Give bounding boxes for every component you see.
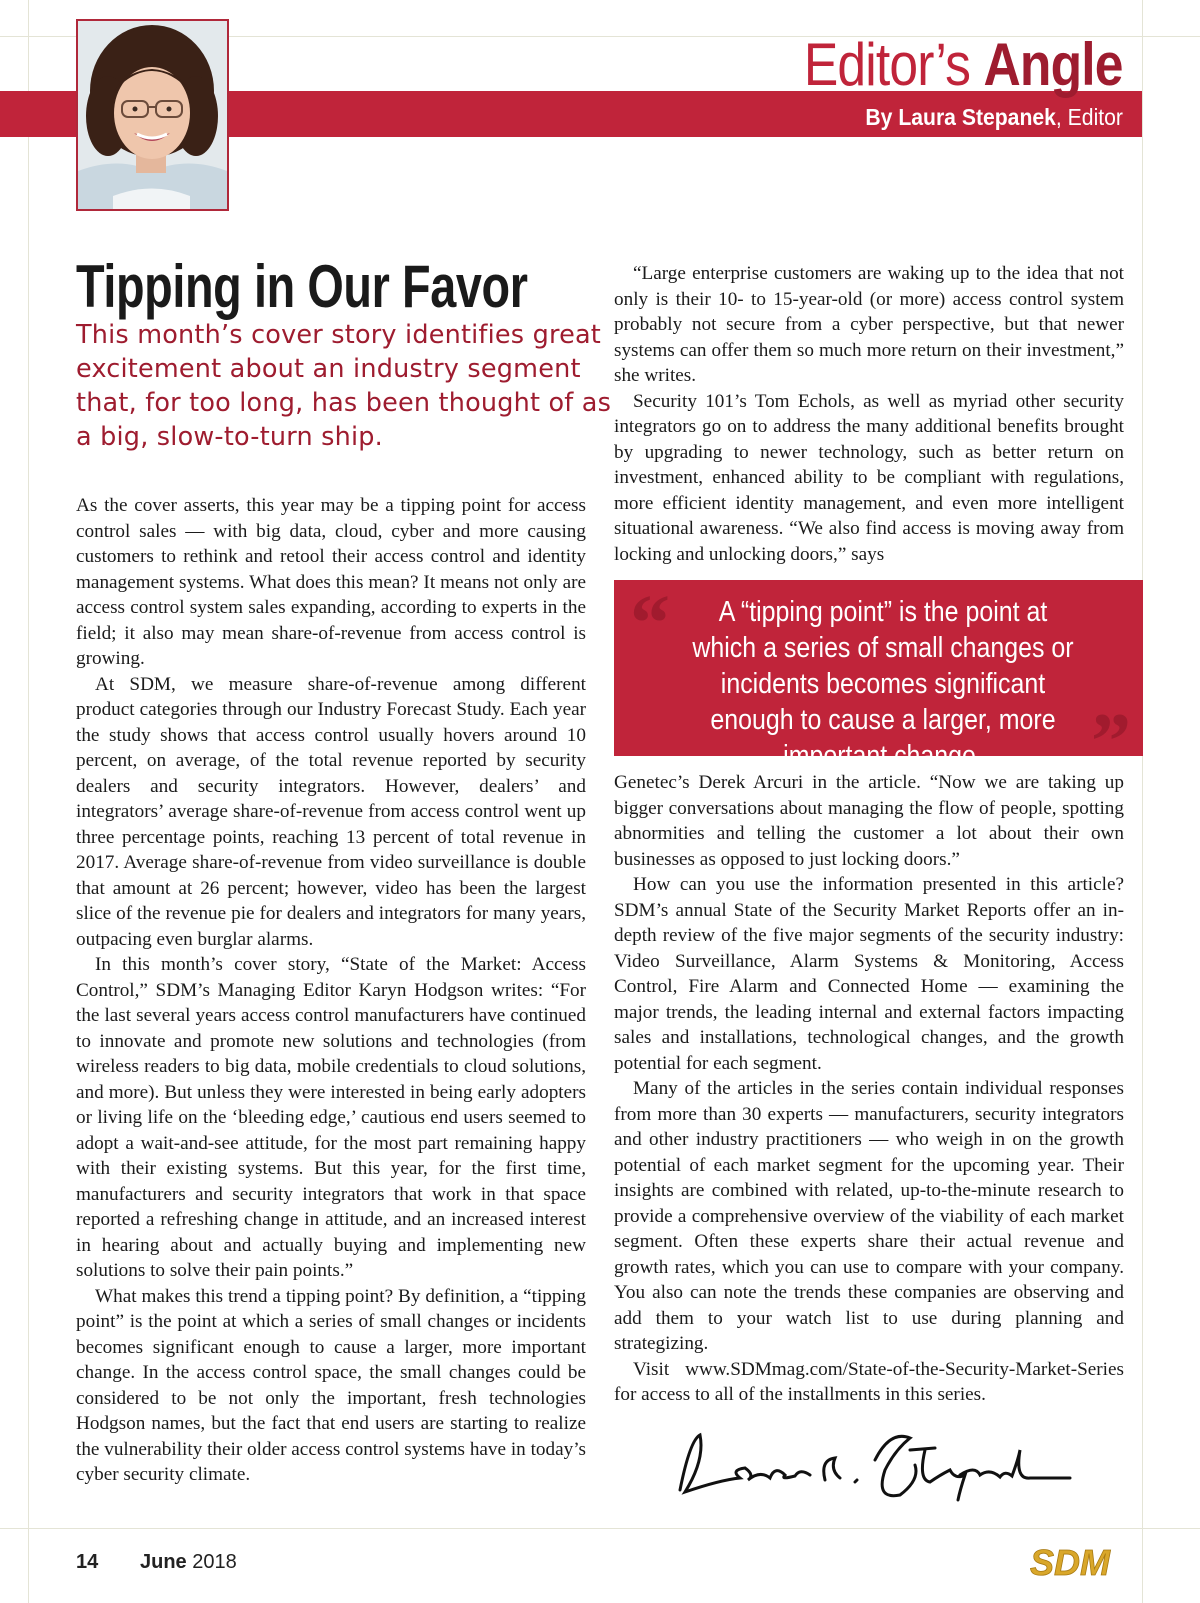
author-photo [76,19,229,211]
trim-line-left [28,0,29,1603]
trim-line-right [1142,0,1143,1603]
svg-text:SDM: SDM [1030,1542,1110,1583]
sdm-logo [1020,1541,1120,1583]
issue-year: 2018 [186,1551,237,1573]
right-column-bottom [614,770,1124,1408]
right-paragraph-5: Visit www.SDMmag.com/State-of-the-Security-Market-Series for access to all of the installments in this series. [614,1358,1124,1405]
section-title [804,30,1123,100]
author-portrait-image [78,21,227,209]
left-paragraph-1: As the cover asserts, this year may be a tipping point for access control sales — with big data, cloud, cyber and more causing customers to rethink and retool their access control and identity management systems. What does this mean? It means not only are access control system sales expanding, according to experts in the field; it also may mean share-of-revenue from access control is growing. [76,495,586,669]
right-paragraph-2: Security 101’s Tom Echols, as well as myriad other security integrators go on to address the many additional benefits brought by upgrading to newer technology, such as better return on investment, enhanced ability to be compliant with regulations, more efficient identity management, and even more intelligent situational awareness. “We also find access is moving away from locking and unlocking doors,” says [614,390,1124,565]
section-title-light: Editor’s [804,31,984,98]
pull-quote-text: A “tipping point” is the point at which a series of small changes or incidents becomes significant enough to cause a larger, more important change. [692,596,1074,772]
open-quote-icon: “ [630,580,670,668]
byline-name: By Laura Stepanek [865,104,1056,130]
right-paragraph-1: “Large enterprise customers are waking up to the idea that not only is their 10- to 15-year-old (or more) access control system probably not secure from a cyber perspective, but that newer systems can offer them so much more return on their investment,” she writes. [614,263,1124,386]
issue-month: June [140,1551,187,1573]
editor-signature [660,1420,1080,1510]
right-paragraph-4: Many of the articles in the series contain individual responses from more than 30 experts — manufacturers, security integrators and other industry practitioners — who weigh in on the growth potential of each market segment for the upcoming year. Their insights are combined with related, up-to-the-minute research to provide a comprehensive overview of the viability of each market segment. Often these experts share their actual revenue and growth rates, which you can use to compare with your company. You also can note the trends these companies are observing and add them to your watch list to use during planning and strategizing. [614,1078,1124,1354]
right-paragraph-3: How can you use the information presented in this article? SDM’s annual State of the Security Market Reports offer an in-depth review of the five major segments of the security industry: Video Surveillance, Alarm Systems & Monitoring, Access Control, Fire Alarm and Connected Home — examining the major trends, the leading internal and external factors impacting sales and installations, technological changes, and the growth potential for each segment. [614,874,1124,1074]
byline [865,104,1123,131]
page-number: 14 [76,1551,99,1573]
article-headline: Tipping in Our Favor [76,253,528,320]
left-paragraph-3: In this month’s cover story, “State of the Market: Access Control,” SDM’s Managing Editor Karyn Hodgson writes: “For the last several years access control manufacturers have continued to innovate and promote new solutions and technologies (from wireless readers to big data, mobile credentials to cloud solutions, and more). But unless they were interested in being early adopters or living life on the ‘bleeding edge,’ cautious end users seemed to adopt a wait-and-see attitude, for the most part remaining happy with their existing systems. But this year, for the first time, manufacturers and security integrators that work in that space reported a refreshing change in attitude, and an increased interest in hearing about and actually buying and implementing new solutions to solve their pain points.” [76,954,586,1281]
article-deck: This month’s cover story identifies great excitement about an industry segment that, for too long, has been thought of as a big, slow-to-turn ship. [76,320,612,452]
section-title-bold: Angle [983,31,1123,98]
issue-date [140,1551,237,1574]
close-quote-icon: ” [1091,698,1131,786]
trim-line-bottom [0,1528,1200,1529]
right-column-top [614,261,1124,567]
left-column [76,493,586,1488]
pull-quote-box [614,580,1143,786]
right-paragraph-continuation: Genetec’s Derek Arcuri in the article. “Now we are taking up bigger conversations about managing the flow of people, spotting abnormities and telling the customer a lot about their own businesses as opposed to just locking doors.” [614,772,1124,870]
left-paragraph-4: What makes this trend a tipping point? By definition, a “tipping point” is the point at which a series of small changes or incidents becomes significant enough to cause a larger, more important change. In the access control space, the small changes could be considered to be not only the important, fresh technologies Hodgson names, but the fact that end users are starting to realize the vulnerability their older access control systems have in today’s cyber security climate. [76,1285,586,1485]
left-paragraph-2: At SDM, we measure share-of-revenue among different product categories through our Industry Forecast Study. Each year the study shows that access control usually hovers around 10 percent, on average, of the total revenue reported by security dealers and security integrators. However, dealers’ and integrators’ average share-of-revenue from access control went up three percentage points, reaching 13 percent of total revenue in 2017. Average share-of-revenue from video surveillance is double that amount at 26 percent; however, video has been the largest slice of the revenue pie for dealers and integrators for many years, outpacing even burglar alarms. [76,673,586,950]
byline-role: , Editor [1055,104,1123,130]
